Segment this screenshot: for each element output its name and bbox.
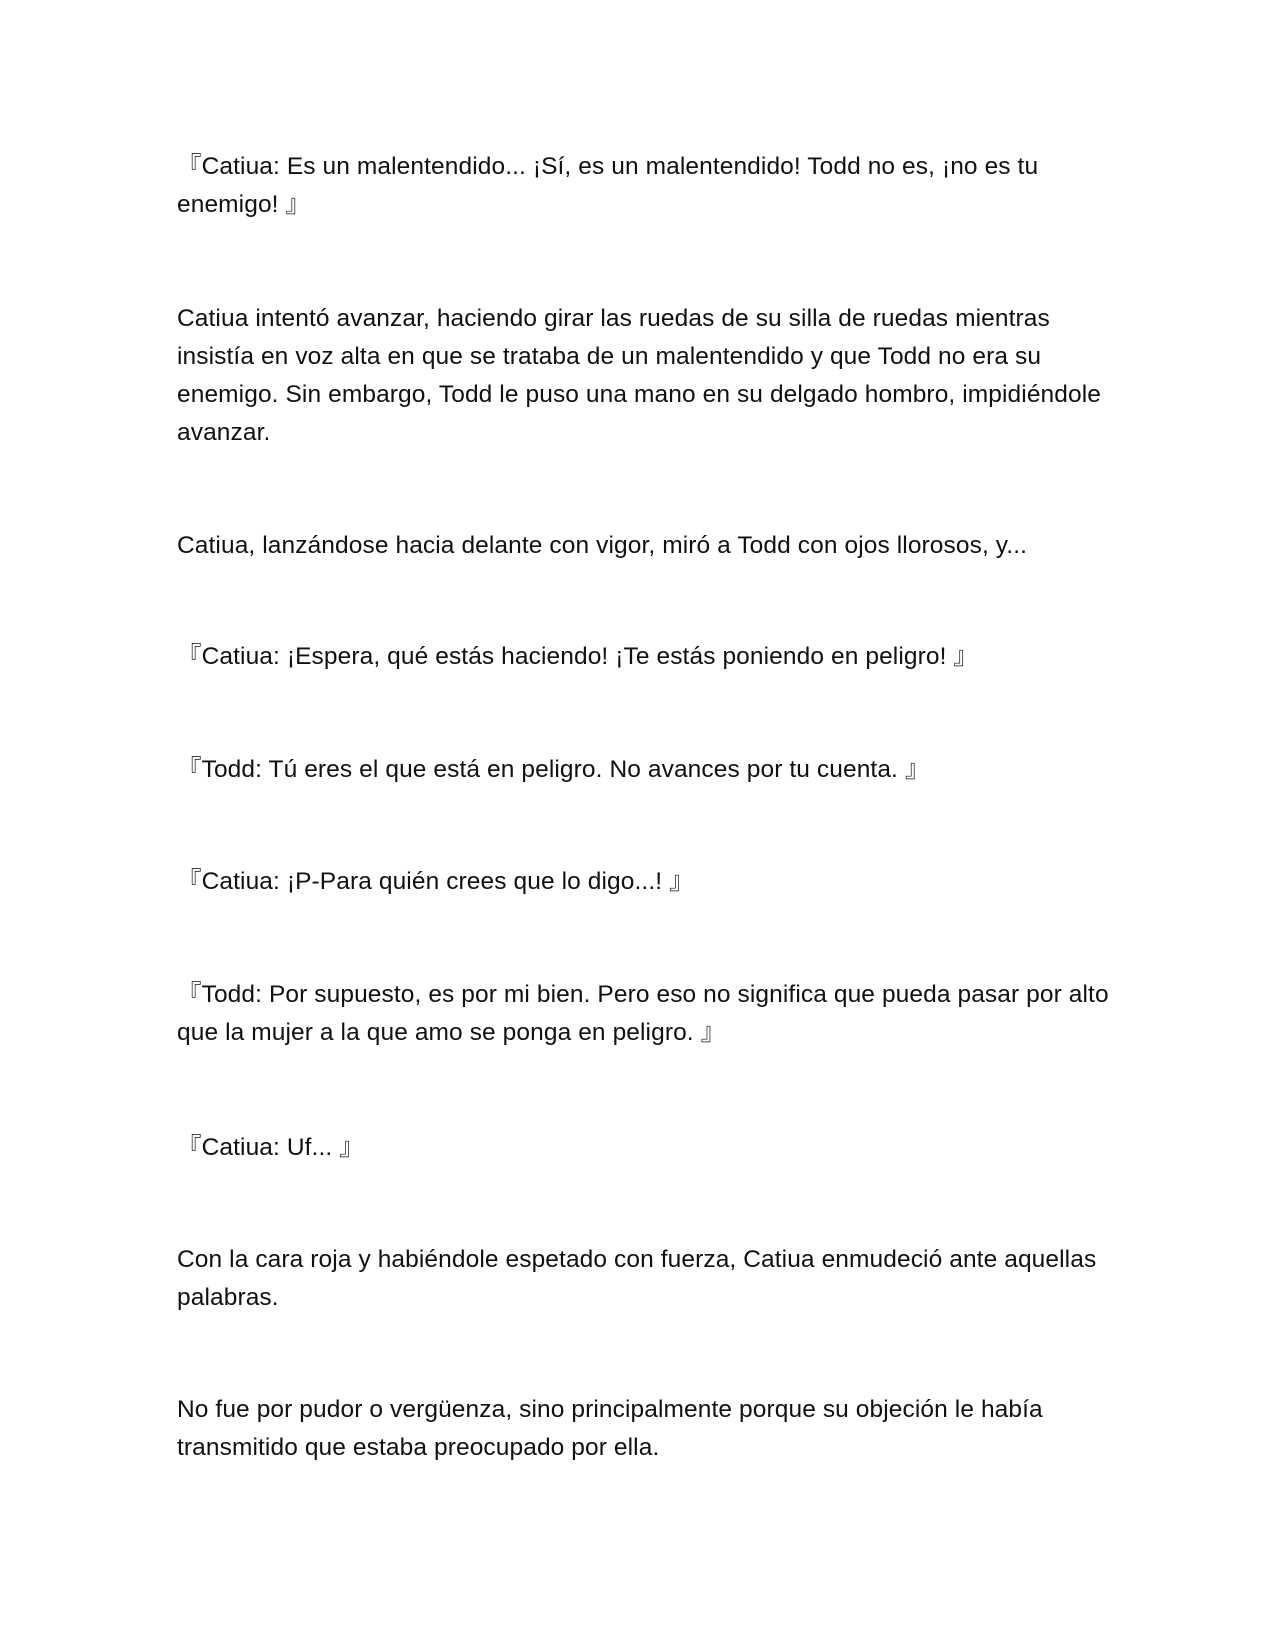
dialogue-paragraph: 『Catiua: ¡Espera, qué estás haciendo! ¡Te estás poniendo en peligro! 』: [177, 643, 979, 670]
dialogue-paragraph: 『Catiua: ¡P-Para quién crees que lo digo...! 』: [177, 868, 694, 895]
narration-paragraph: Con la cara roja y habiéndole espetado con fuerza, Catiua enmudeció ante aquellas palabras.: [177, 1246, 1097, 1311]
narration-paragraph: Catiua intentó avanzar, haciendo girar las ruedas de su silla de ruedas mientras insistía en voz alta en que se trataba de un malentendido y que Todd no era su enemigo. Sin embargo, Todd le puso una mano en su delgado hombro, impidiéndole avanzar.: [177, 305, 1101, 446]
dialogue-paragraph: 『Todd: Por supuesto, es por mi bien. Pero eso no significa que pueda pasar por alto que la mujer a la que amo se ponga en peligro. 』: [177, 981, 1109, 1046]
dialogue-paragraph: 『Todd: Tú eres el que está en peligro. No avances por tu cuenta. 』: [177, 756, 930, 783]
dialogue-paragraph: 『Catiua: Es un malentendido... ¡Sí, es un malentendido! Todd no es, ¡no es tu enemigo! 』: [177, 153, 1039, 218]
narration-paragraph: No fue por pudor o vergüenza, sino principalmente porque su objeción le había transmitido que estaba preocupado por ella.: [177, 1396, 1043, 1461]
dialogue-paragraph: 『Catiua: Uf... 』: [177, 1134, 364, 1161]
narration-paragraph: Catiua, lanzándose hacia delante con vigor, miró a Todd con ojos llorosos, y...: [177, 532, 1028, 559]
